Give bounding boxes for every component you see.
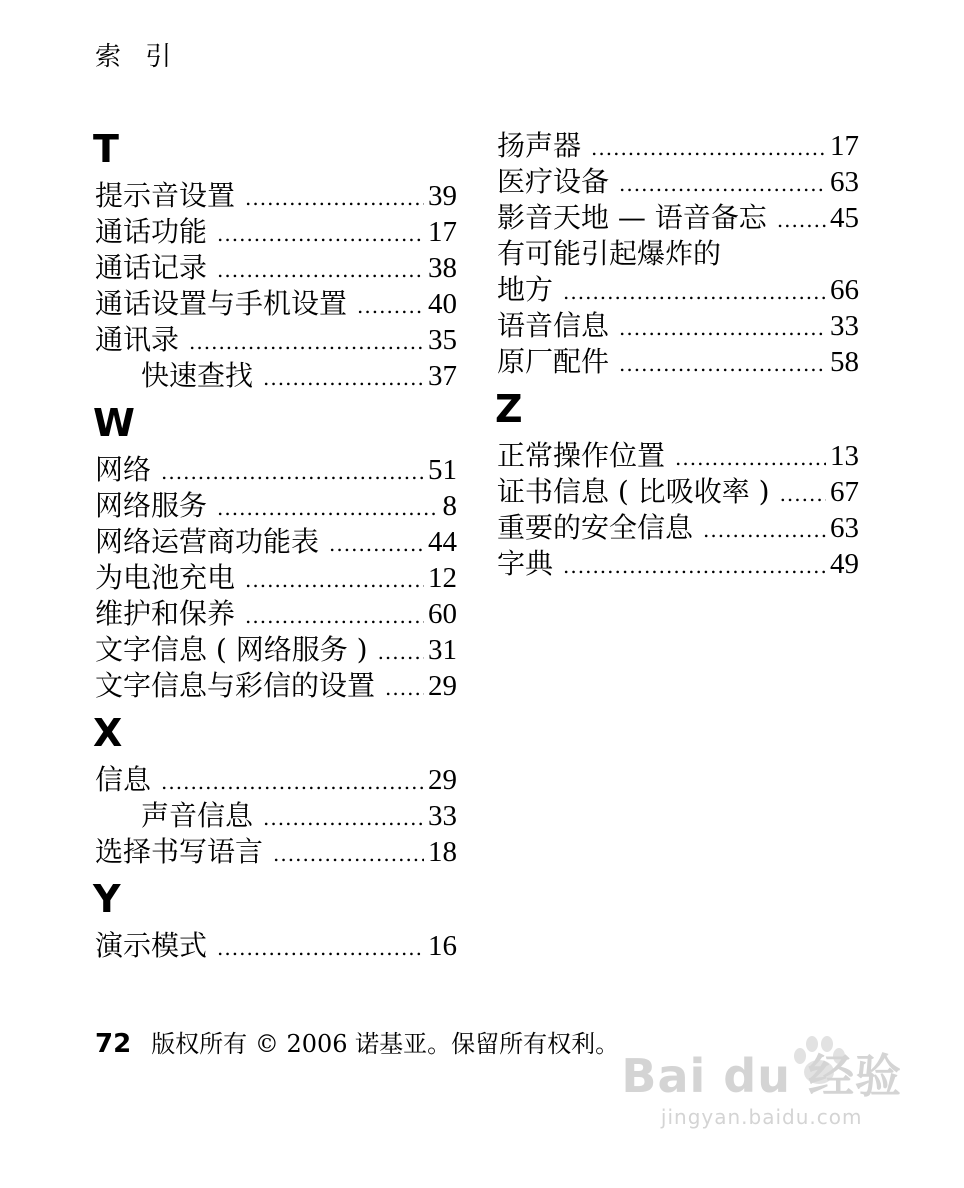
index-entry <box>95 632 457 668</box>
index-page-number: 33 <box>830 310 859 342</box>
index-page-number: 35 <box>428 324 457 356</box>
index-entry <box>95 560 457 596</box>
watermark-site: jingyan.baidu.com <box>660 1105 863 1129</box>
leader-dots <box>591 130 826 166</box>
watermark-brand: Bai du 经验 <box>621 1049 902 1103</box>
section-letter-y: Y <box>93 877 121 921</box>
index-page-number: 39 <box>428 180 457 212</box>
leader-dots <box>780 476 826 512</box>
index-term: 医疗设备 <box>497 165 610 198</box>
index-page-number: 33 <box>428 800 457 832</box>
index-page-number: 18 <box>428 836 457 868</box>
index-page-number: 29 <box>428 764 457 796</box>
index-entry <box>497 164 859 200</box>
index-term: 扬声器 <box>497 129 582 162</box>
leader-dots <box>619 346 826 382</box>
leader-dots <box>357 288 424 324</box>
section-letter-t: T <box>93 127 119 171</box>
index-entry <box>95 834 457 870</box>
index-page-number: 58 <box>830 346 859 378</box>
index-left-column <box>95 120 457 964</box>
index-entry <box>95 214 457 250</box>
leader-dots <box>675 440 826 476</box>
index-entry <box>95 322 457 358</box>
index-term: 通讯录 <box>95 323 180 356</box>
leader-dots <box>378 634 424 670</box>
index-term: 信息 <box>95 763 152 796</box>
index-term: 通话记录 <box>95 251 208 284</box>
index-subentry <box>95 798 457 834</box>
index-entry <box>497 474 859 510</box>
leader-dots <box>161 454 424 490</box>
leader-dots <box>703 512 826 548</box>
section-letter-w: W <box>93 401 135 445</box>
index-term: 演示模式 <box>95 929 208 962</box>
leader-dots <box>777 202 826 238</box>
index-term: 通话功能 <box>95 215 208 248</box>
index-term: 提示音设置 <box>95 179 236 212</box>
index-page-number: 67 <box>830 476 859 508</box>
index-term: 网络运营商功能表 <box>95 525 320 558</box>
index-term: 文字信息与彩信的设置 <box>95 669 376 702</box>
leader-dots <box>263 800 424 836</box>
index-entry <box>95 668 457 704</box>
footer-page-number: 72 <box>95 1029 132 1059</box>
index-entry <box>95 250 457 286</box>
index-entry <box>95 928 457 964</box>
index-entry <box>497 128 859 164</box>
index-entry <box>497 546 859 582</box>
index-page-number: 8 <box>442 490 457 522</box>
leader-dots <box>619 166 826 202</box>
leader-dots <box>217 216 424 252</box>
leader-dots <box>273 836 424 872</box>
index-entry <box>95 286 457 322</box>
index-page-number: 16 <box>428 930 457 962</box>
index-page-number: 37 <box>428 360 457 392</box>
leader-dots <box>217 490 438 526</box>
index-page-number: 45 <box>830 202 859 234</box>
index-page-number: 29 <box>428 670 457 702</box>
index-term: 声音信息 <box>141 799 254 832</box>
index-page-number: 49 <box>830 548 859 580</box>
index-entry <box>497 200 859 236</box>
index-term: 证书信息 ( 比吸收率 ) <box>497 475 770 508</box>
index-term: 地方 <box>497 273 554 306</box>
index-term-wrapped-line: 有可能引起爆炸的 <box>497 237 722 270</box>
index-page-number: 31 <box>428 634 457 666</box>
index-entry <box>497 438 859 474</box>
index-term: 通话设置与手机设置 <box>95 287 348 320</box>
leader-dots <box>385 670 424 706</box>
leader-dots <box>329 526 424 562</box>
leader-dots <box>245 180 424 216</box>
index-subentry <box>95 358 457 394</box>
index-entry <box>497 308 859 344</box>
leader-dots <box>245 562 424 598</box>
index-entry <box>95 488 457 524</box>
index-page-number: 13 <box>830 440 859 472</box>
index-page-number: 40 <box>428 288 457 320</box>
index-page-number: 51 <box>428 454 457 486</box>
index-page-number: 63 <box>830 512 859 544</box>
index-term: 维护和保养 <box>95 597 236 630</box>
index-page-number: 66 <box>830 274 859 306</box>
index-entry <box>95 452 457 488</box>
index-term: 正常操作位置 <box>497 439 666 472</box>
section-letter-x: X <box>93 711 123 755</box>
index-page-number: 17 <box>830 130 859 162</box>
index-entry <box>497 344 859 380</box>
leader-dots <box>217 252 424 288</box>
index-term: 为电池充电 <box>95 561 236 594</box>
index-term: 选择书写语言 <box>95 835 264 868</box>
index-term: 字典 <box>497 547 554 580</box>
leader-dots <box>189 324 424 360</box>
index-entry <box>497 510 859 546</box>
footer-copyright: 版权所有 © 2006 诺基亚。保留所有权利。 <box>151 1030 620 1058</box>
leader-dots <box>263 360 424 396</box>
leader-dots <box>161 764 424 800</box>
index-page-number: 12 <box>428 562 457 594</box>
baidu-watermark <box>621 1048 902 1130</box>
section-letter-z: Z <box>495 387 523 431</box>
index-right-column <box>497 128 859 582</box>
page-footer <box>95 1024 619 1059</box>
index-term: 文字信息 ( 网络服务 ) <box>95 633 368 666</box>
index-page-number: 60 <box>428 598 457 630</box>
index-page-number: 63 <box>830 166 859 198</box>
index-header: 索 引 <box>95 42 180 72</box>
index-entry <box>497 272 859 308</box>
index-entry <box>95 178 457 214</box>
index-term: 原厂配件 <box>497 345 610 378</box>
index-entry <box>95 596 457 632</box>
index-term: 网络 <box>95 453 152 486</box>
leader-dots <box>245 598 424 634</box>
index-page-number: 38 <box>428 252 457 284</box>
index-term: 影音天地 — 语音备忘 <box>497 201 767 234</box>
index-page-number: 17 <box>428 216 457 248</box>
leader-dots <box>563 548 826 584</box>
index-page-number: 44 <box>428 526 457 558</box>
index-term: 重要的安全信息 <box>497 511 694 544</box>
index-entry <box>95 524 457 560</box>
leader-dots <box>563 274 826 310</box>
index-term: 快速查找 <box>141 359 254 392</box>
leader-dots <box>619 310 826 346</box>
index-term: 网络服务 <box>95 489 208 522</box>
index-term: 语音信息 <box>497 309 610 342</box>
leader-dots <box>217 930 424 966</box>
index-entry <box>95 762 457 798</box>
